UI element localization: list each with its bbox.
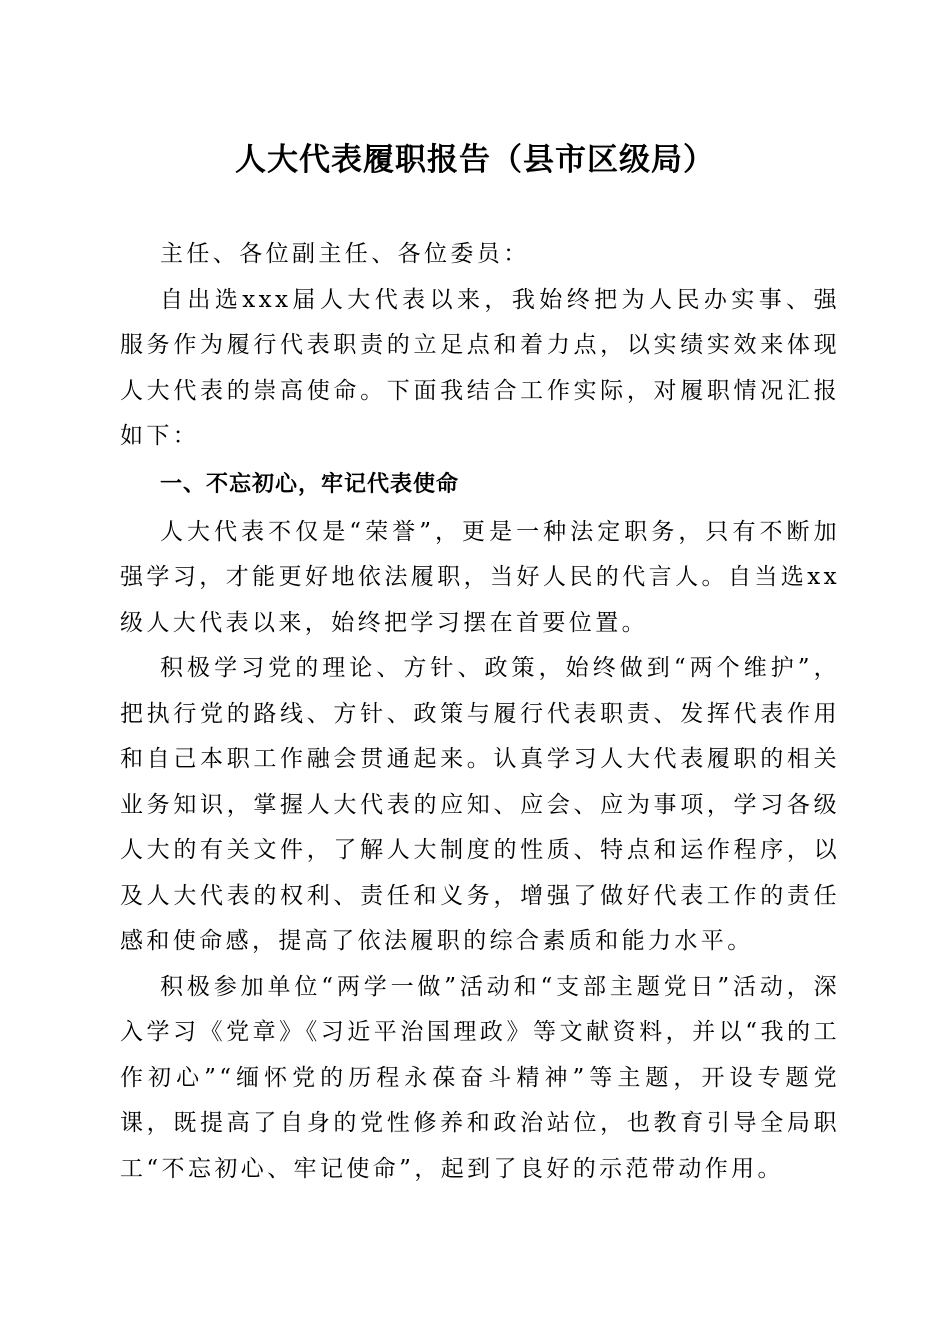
body-paragraph: 积极参加单位“两学一做”活动和“支部主题党日”活动，深入学习《党章》《习近平治国理政》等文献资料，并以“我的工作初心”“缅怀党的历程永葆奋斗精神”等主题，开设专题党课，既提高了自身的党性修养和政治站位，也教育引导全局职工“不忘初心、牢记使命”，起到了良好的示范带动作用。 <box>120 973 840 1182</box>
intro-paragraph: 自出选xxx届人大代表以来，我始终把为人民办实事、强服务作为履行代表职责的立足点和着力点，以实绩实效来体现人大代表的崇高使命。下面我结合工作实际，对履职情况汇报如下： <box>120 286 840 449</box>
body-paragraph: 积极学习党的理论、方针、政策，始终做到“两个维护”，把执行党的路线、方针、政策与履行代表职责、发挥代表作用和自己本职工作融会贯通起来。认真学习人大代表履职的相关业务知识，掌握人大代表的应知、应会、应为事项，学习各级人大的有关文件，了解人大制度的性质、特点和运作程序，以及人大代表的权利、责任和义务，增强了做好代表工作的责任感和使命感，提高了依法履职的综合素质和能力水平。 <box>120 655 840 954</box>
salutation: 主任、各位副主任、各位委员： <box>160 241 530 267</box>
document-title: 人大代表履职报告（县市区级局） <box>235 142 715 178</box>
section-heading-1: 一、不忘初心，牢记代表使命 <box>160 471 460 497</box>
document-body <box>120 232 840 1192</box>
body-paragraph: 人大代表不仅是“荣誉”，更是一种法定职务，只有不断加强学习，才能更好地依法履职，当好人民的代言人。自当选xx级人大代表以来，始终把学习摆在首要位置。 <box>120 518 840 636</box>
